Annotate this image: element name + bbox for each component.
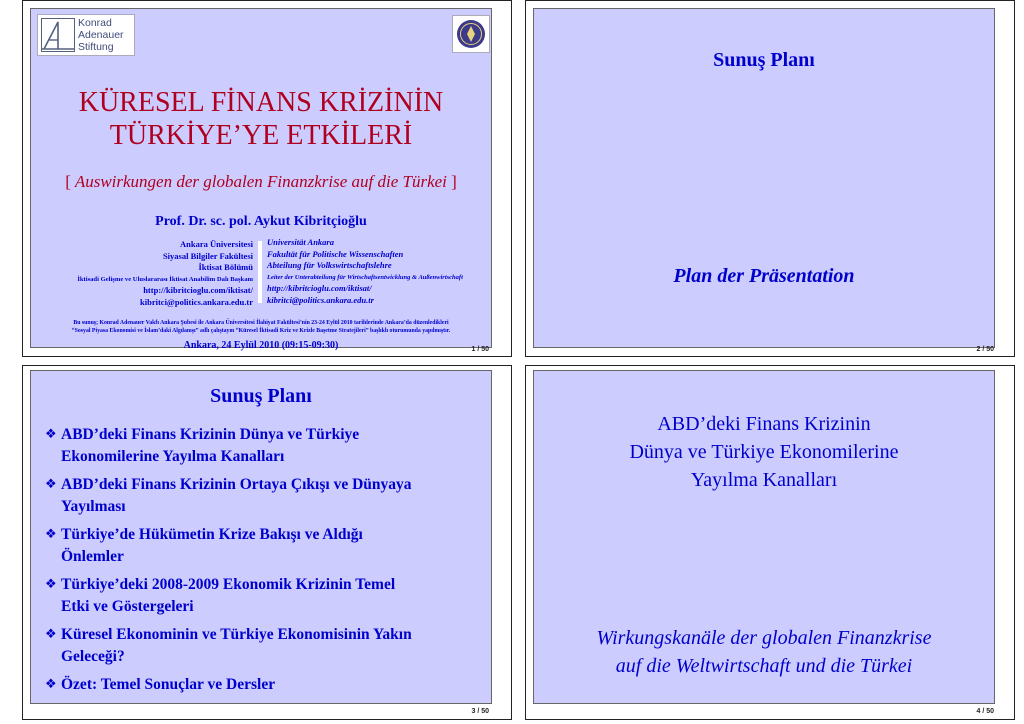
diamond-bullet-icon: ❖ (45, 577, 57, 592)
agenda-item-text: Etki ve Göstergeleri (61, 598, 194, 615)
note-line: “Sosyal Piyasa Ekonomisi ve İslam’daki Algılanışı” adlı çalıştayın “Küresel İktisadi Kriz ve Krizle Başetme Stratejileri” başlıklı oturumunda yapılmıştır. (71, 328, 451, 334)
slide-4-subtitle (534, 624, 994, 680)
agenda-item (45, 474, 485, 518)
affiliation-line: Universität Ankara (267, 237, 334, 247)
slide-cell-4 (525, 365, 1015, 720)
page-number: 1 / 50 (471, 346, 489, 353)
agenda-item (45, 424, 485, 468)
title-line: Dünya ve Türkiye Ekonomilerine (629, 441, 899, 463)
agenda-item-text: Ekonomilerine Yayılma Kanalları (61, 448, 285, 465)
logo-text-line: Konrad (78, 17, 112, 29)
konrad-adenauer-logo-icon (37, 14, 135, 56)
subtitle-text: Auswirkungen der globalen Finanzkrise auf die Türkei (74, 172, 447, 191)
slide-3 (30, 370, 492, 704)
title-line: ABD’deki Finans Krizinin (657, 413, 871, 435)
logo-text-line: Stiftung (78, 41, 114, 53)
german-affiliation (267, 237, 463, 306)
affiliation-line: Siyasal Bilgiler Fakültesi (162, 250, 253, 261)
agenda-item-text: Türkiye’de Hükümetin Krize Bakışı ve Aldığı (61, 526, 363, 543)
page-number: 4 / 50 (976, 708, 994, 715)
agenda-item (45, 624, 485, 668)
agenda-item (45, 574, 485, 618)
note-line: Bu sunuş; Konrad Adenauer Vakfı Ankara Şubesi ile Ankara Üniversitesi İlahiyat Fakültesi’nin 23-24 Eylül 2010 tarihlerinde Ankara’da düzenledikleri (73, 320, 449, 326)
affiliation-line: İktisat Bölümü (198, 262, 253, 272)
page-number: 3 / 50 (471, 708, 489, 715)
agenda-item-text: Küresel Ekonominin ve Türkiye Ekonomisinin Yakın (61, 626, 412, 643)
ankara-university-seal-icon (452, 15, 490, 53)
page-number: 2 / 50 (976, 346, 994, 353)
column-divider (258, 241, 262, 303)
turkish-affiliation (77, 239, 253, 308)
agenda-item-text: Türkiye’deki 2008-2009 Ekonomik Krizinin Temel (61, 576, 396, 593)
slide-2-title: Sunuş Planı (713, 49, 815, 71)
diamond-bullet-icon: ❖ (45, 677, 57, 692)
diamond-bullet-icon: ❖ (45, 627, 57, 642)
title-line: Yayılma Kanalları (690, 469, 838, 491)
affiliation-line: İktisadi Gelişme ve Uluslararası İktisat Anabilim Dalı Başkanı (77, 275, 253, 283)
slide-1-title (31, 86, 491, 152)
logo-mark (41, 18, 75, 52)
diamond-bullet-icon: ❖ (45, 477, 57, 492)
diamond-bullet-icon: ❖ (45, 427, 57, 442)
affiliation-line: Ankara Üniversitesi (180, 239, 253, 249)
slide-1-date: Ankara, 24 Eylül 2010 (09:15-09:30) (183, 340, 339, 351)
slide-cell-2 (525, 0, 1015, 357)
slide-1-note (35, 319, 487, 335)
slide-4-title (534, 410, 994, 494)
slide-cell-1 (22, 0, 512, 357)
slide-1 (30, 8, 492, 351)
affiliation-line: Leiter der Unterabteilung für Wirtschaftsentwicklung & Außenwirtschaft (267, 273, 463, 281)
logo-text-line: Adenauer (78, 29, 124, 41)
website-link[interactable]: http://kibritcioglu.com/iktisat/ (267, 283, 372, 293)
diamond-bullet-icon: ❖ (45, 527, 57, 542)
website-link[interactable]: http://kibritcioglu.com/iktisat/ (143, 285, 253, 295)
email-link[interactable]: kibritci@politics.ankara.edu.tr (140, 296, 253, 307)
affiliation-line: Fakultät für Politische Wissenschaften (267, 248, 404, 259)
title-line: TÜRKİYE’YE ETKİLERİ (109, 120, 413, 151)
email-link[interactable]: kibritci@politics.ankara.edu.tr (267, 294, 374, 305)
subtitle-line: auf die Weltwirtschaft und die Türkei (615, 655, 913, 677)
agenda-item-text: Önlemler (61, 548, 124, 565)
bracket: [ (65, 172, 71, 191)
agenda-item-text: ABD’deki Finans Krizinin Ortaya Çıkışı ve Dünyaya (61, 476, 412, 493)
slide-1-author: Prof. Dr. sc. pol. Aykut Kibritçioğlu (155, 214, 367, 229)
title-line: KÜRESEL FİNANS KRİZİNİN (78, 87, 444, 118)
slide-2 (533, 8, 995, 348)
slide-4 (533, 370, 995, 704)
slide-3-title: Sunuş Planı (210, 385, 312, 407)
agenda-item-text: Yayılması (61, 498, 126, 515)
bracket: ] (451, 172, 457, 191)
agenda-item-text: Geleceği? (61, 648, 125, 665)
agenda-item-text: ABD’deki Finans Krizinin Dünya ve Türkiye (61, 426, 360, 443)
logo-text (78, 17, 124, 53)
slide-cell-3 (22, 365, 512, 720)
agenda-item (45, 524, 485, 568)
slide-1-subtitle (31, 172, 491, 192)
affiliation-line: Abteilung für Volkswirtschaftslehre (267, 260, 392, 270)
agenda-item (45, 674, 485, 696)
slide-2-subtitle: Plan der Präsentation (673, 265, 855, 287)
subtitle-line: Wirkungskanäle der globalen Finanzkrise (596, 627, 932, 649)
agenda-item-text: Özet: Temel Sonuçlar ve Dersler (61, 676, 276, 693)
agenda-list (45, 424, 485, 702)
